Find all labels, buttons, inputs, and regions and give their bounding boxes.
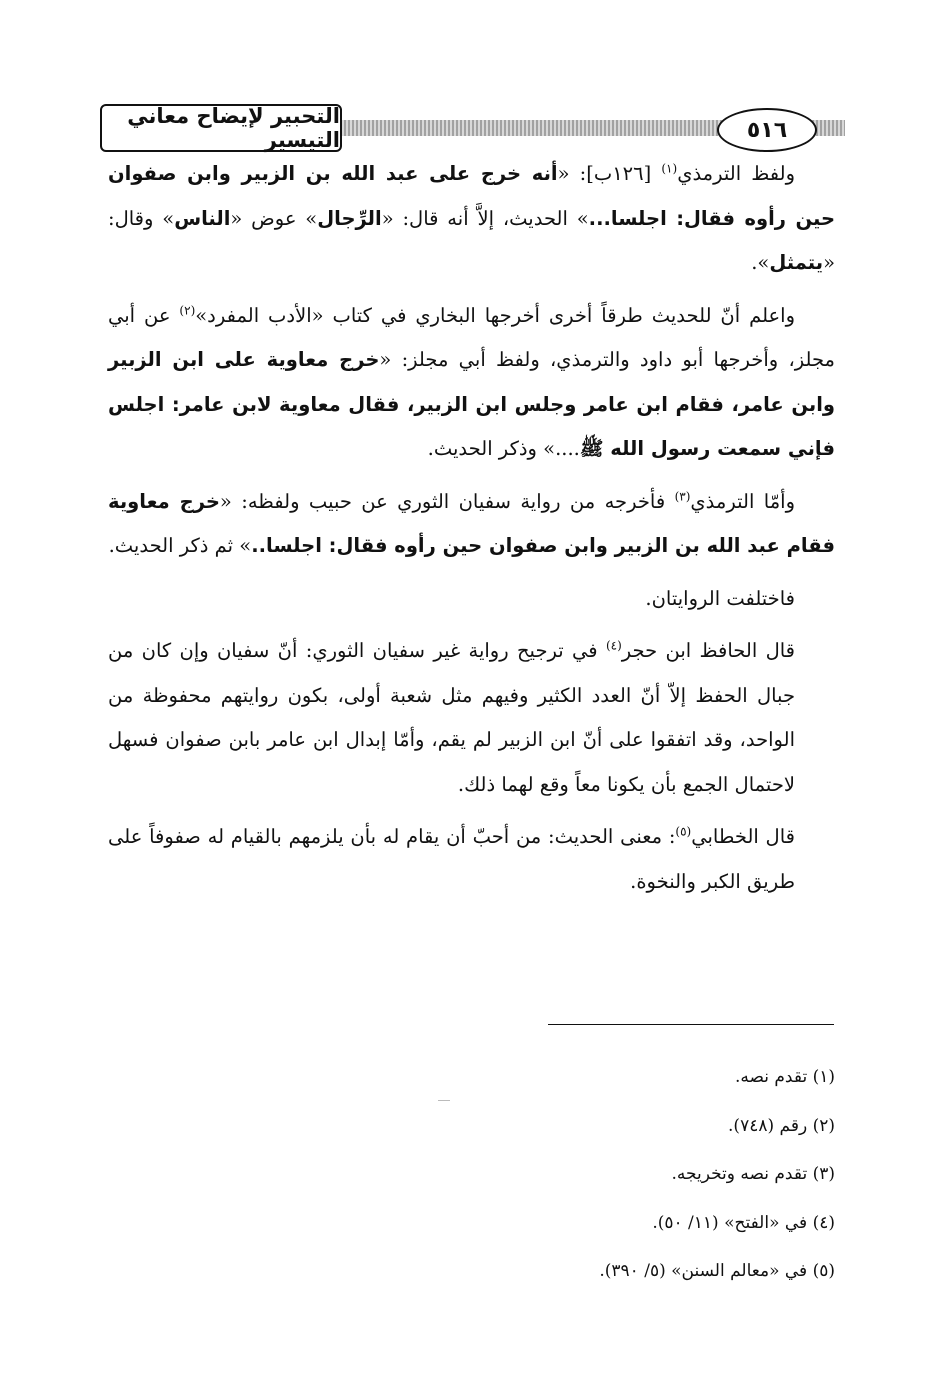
text-run: ....» وذكر الحديث. bbox=[427, 437, 580, 460]
text-run: في ترجيح رواية غير سفيان الثوري: أنّ سفيان وإن كان من جبال الحفظ إلاّ أنّ العدد الكثير وفيهم مثل شعبة أولى، بكون روايتهم محفوظة من الواحد، وقد اتفقوا على أنّ ابن الزبير لم يقم، وأمّا إبدال ابن عامر بابن صفوان فسهل لاحتمال الجمع بأن يكونا معاً وقع لهما ذلك. bbox=[108, 639, 795, 796]
text-run: فأخرجه من رواية سفيان الثوري عن حبيب ولفظه: « bbox=[219, 489, 675, 513]
hadith-quote: الناس bbox=[174, 206, 231, 230]
running-header bbox=[100, 102, 845, 156]
page-number-oval bbox=[717, 108, 817, 152]
book-title-frame bbox=[100, 104, 342, 152]
footnote-1: (١) تقدم نصه. bbox=[735, 1067, 835, 1087]
footnotes bbox=[235, 1060, 835, 1303]
paragraph-4 bbox=[108, 577, 835, 622]
text-run: [١٢٦ب]: « bbox=[557, 162, 662, 185]
text-run: » الحديث، إلاَّ أنه قال: « bbox=[381, 206, 589, 230]
footnote-ref: (٥) bbox=[675, 824, 692, 839]
main-text bbox=[108, 152, 835, 904]
paragraph-6 bbox=[108, 815, 835, 904]
hadith-quote: أنه خرج على عبد الله بن الزبير وابن صفوان حين رأوه فقال: اجلسا... bbox=[108, 162, 836, 230]
footnote-2: (٢) رقم (٧٤٨). bbox=[728, 1115, 835, 1136]
footnote-ref: (٢) bbox=[179, 303, 196, 317]
footnote-4: (٤) في «الفتح» (١١/ ٥٠). bbox=[652, 1212, 835, 1233]
text-run: واعلم أنّ للحديث طرقاً أخرى أخرجها البخاري في كتاب «الأدب المفرد» bbox=[195, 303, 795, 327]
text-run: وأمّا الترمذي bbox=[690, 489, 795, 513]
paragraph-2 bbox=[108, 294, 835, 472]
text-run: قال الحافظ ابن حجر bbox=[621, 639, 796, 662]
hadith-quote: ﷺ bbox=[579, 437, 611, 460]
text-run: : معنى الحديث: من أحبّ أن يقام له بأن يلزمهم بالقيام له صفوفاً على طريق الكبر والنخوة. bbox=[108, 825, 795, 893]
text-run: » وقال: « bbox=[108, 206, 835, 274]
page-number: ٥١٦ bbox=[746, 117, 788, 143]
paragraph-5 bbox=[108, 629, 835, 807]
hadith-quote: خرج معاوية على ابن الزبير وابن عامر، فقام ابن عامر وجلس ابن الزبير، فقال معاوية لابن عامر: اجلس فإني سمعت رسول الله bbox=[108, 348, 835, 460]
hadith-quote: الرِّجال bbox=[317, 206, 382, 230]
text-run: عن أبي مجلز، وأخرجها أبو داود والترمذي، ولفظ أبي مجلز: « bbox=[108, 303, 835, 371]
footnote-separator bbox=[548, 1024, 834, 1025]
text-run: ولفظ الترمذي bbox=[677, 162, 795, 185]
footnote-ref: (٣) bbox=[674, 489, 691, 503]
hadith-quote: يتمثل bbox=[769, 251, 824, 274]
paragraph-1 bbox=[108, 152, 835, 286]
footnote-5: (٥) في «معالم السنن» (٥/ ٣٩٠). bbox=[599, 1261, 835, 1281]
text-run: قال الخطابي bbox=[691, 825, 795, 848]
footnote-3: (٣) تقدم نصه وتخريجه. bbox=[671, 1164, 835, 1184]
text-run: ». bbox=[751, 251, 770, 274]
text-run: فاختلفت الروايتان. bbox=[645, 586, 795, 610]
book-title: التحبير لإيضاح معاني التيسير bbox=[127, 104, 340, 152]
hadith-quote: خرج معاوية فقام عبد الله بن الزبير وابن صفوان حين رأوه فقال: اجلسا.. bbox=[108, 489, 835, 557]
paragraph-3 bbox=[108, 480, 835, 569]
footnote-ref: (٤) bbox=[605, 638, 622, 653]
text-run: » ثم ذكر الحديث. bbox=[108, 534, 252, 557]
text-run: » عوض « bbox=[230, 206, 318, 230]
footnote-ref: (١) bbox=[661, 161, 678, 176]
